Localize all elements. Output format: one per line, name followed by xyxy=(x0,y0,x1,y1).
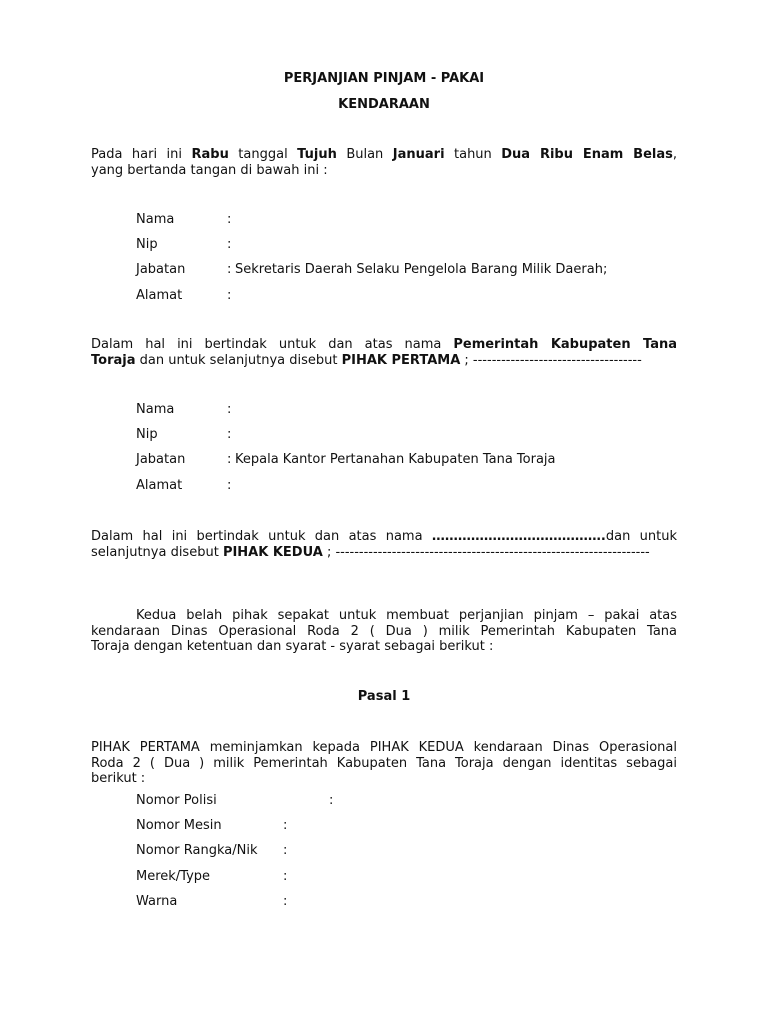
agreement-line-3: Toraja dengan ketentuan dan syarat - syarat sebagai berikut : xyxy=(91,639,494,654)
party1-position-label: Jabatan xyxy=(136,262,186,277)
party2-nip-separator: : xyxy=(227,427,232,442)
party2-address-label: Alamat xyxy=(136,478,183,493)
party2-position-separator: : xyxy=(227,452,232,467)
document-subtitle: KENDARAAN xyxy=(338,97,430,112)
vehicle-plate-separator: : xyxy=(329,793,334,808)
party1-institution: Pemerintah Kabupaten Tana xyxy=(453,337,677,352)
pasal-1-line-2: Roda 2 ( Dua ) milik Pemerintah Kabupaten Tana Toraja dengan identitas sebagai xyxy=(91,755,677,771)
party2-role: PIHAK KEDUA xyxy=(222,544,323,560)
party2-description xyxy=(91,529,677,560)
document-title: PERJANJIAN PINJAM - PAKAI xyxy=(283,71,485,86)
party1-desc-line-1: Dalam hal ini bertindak untuk dan atas nama Pemerintah Kabupaten Tana xyxy=(91,337,677,352)
agreement-line-1: Kedua belah pihak sepakat untuk membuat perjanjian pinjam – pakai atas xyxy=(136,608,677,623)
opening-paragraph xyxy=(91,147,677,178)
party2-desc-line-2: selanjutnya disebut PIHAK KEDUA ; ------------------------------------------------------------------- xyxy=(91,544,650,560)
party1-role: PIHAK PERTAMA xyxy=(341,352,461,368)
party2-nip-label: Nip xyxy=(136,427,158,442)
vehicle-brand-separator: : xyxy=(283,869,288,884)
party2-institution-blank: …………………………………. xyxy=(431,529,606,544)
party2-position-label: Jabatan xyxy=(136,452,186,467)
vehicle-engine-label: Nomor Mesin xyxy=(136,818,222,833)
vehicle-color-label: Warna xyxy=(136,894,178,909)
pasal-1-line-1: PIHAK PERTAMA meminjamkan kepada PIHAK KEDUA kendaraan Dinas Operasional xyxy=(91,740,677,755)
party2-name-label: Nama xyxy=(136,402,175,417)
agreement-line-2: kendaraan Dinas Operasional Roda 2 ( Dua ) milik Pemerintah Kabupaten Tana xyxy=(91,623,677,639)
agreement-paragraph xyxy=(91,608,677,655)
pasal-1-line-3: berikut : xyxy=(91,771,146,786)
party2-position-value: Kepala Kantor Pertanahan Kabupaten Tana Toraja xyxy=(235,452,556,467)
date-word: Tujuh xyxy=(297,147,337,162)
pasal-1-paragraph xyxy=(91,740,677,787)
party1-position-separator: : xyxy=(227,262,232,277)
year-words: Dua Ribu Enam Belas xyxy=(501,147,673,162)
party1-address-label: Alamat xyxy=(136,288,183,303)
vehicle-chassis-separator: : xyxy=(283,843,288,858)
party1-position-value: Sekretaris Daerah Selaku Pengelola Barang Milik Daerah; xyxy=(235,262,608,277)
vehicle-engine-separator: : xyxy=(283,818,288,833)
party1-nip-separator: : xyxy=(227,237,232,252)
party1-desc-line-2: Toraja dan untuk selanjutnya disebut PIHAK PERTAMA ; ------------------------------------ xyxy=(91,352,642,368)
day-name: Rabu xyxy=(191,147,229,162)
party1-name-label: Nama xyxy=(136,212,175,227)
party2-name-separator: : xyxy=(227,402,232,417)
party2-address-separator: : xyxy=(227,478,232,493)
vehicle-color-separator: : xyxy=(283,894,288,909)
party1-description xyxy=(91,337,677,368)
party1-nip-label: Nip xyxy=(136,237,158,252)
party1-name-separator: : xyxy=(227,212,232,227)
party2-desc-line-1: Dalam hal ini bertindak untuk dan atas nama ………………………………….dan untuk xyxy=(91,529,677,544)
vehicle-plate-label: Nomor Polisi xyxy=(136,793,217,808)
party1-address-separator: : xyxy=(227,288,232,303)
pasal-1-heading: Pasal 1 xyxy=(357,689,411,704)
opening-line-2: yang bertanda tangan di bawah ini : xyxy=(91,162,328,178)
opening-line-1: Pada hari ini Rabu tanggal Tujuh Bulan Januari tahun Dua Ribu Enam Belas, xyxy=(91,147,677,162)
vehicle-chassis-label: Nomor Rangka/Nik xyxy=(136,843,258,858)
vehicle-brand-label: Merek/Type xyxy=(136,869,211,884)
month-name: Januari xyxy=(392,147,445,162)
